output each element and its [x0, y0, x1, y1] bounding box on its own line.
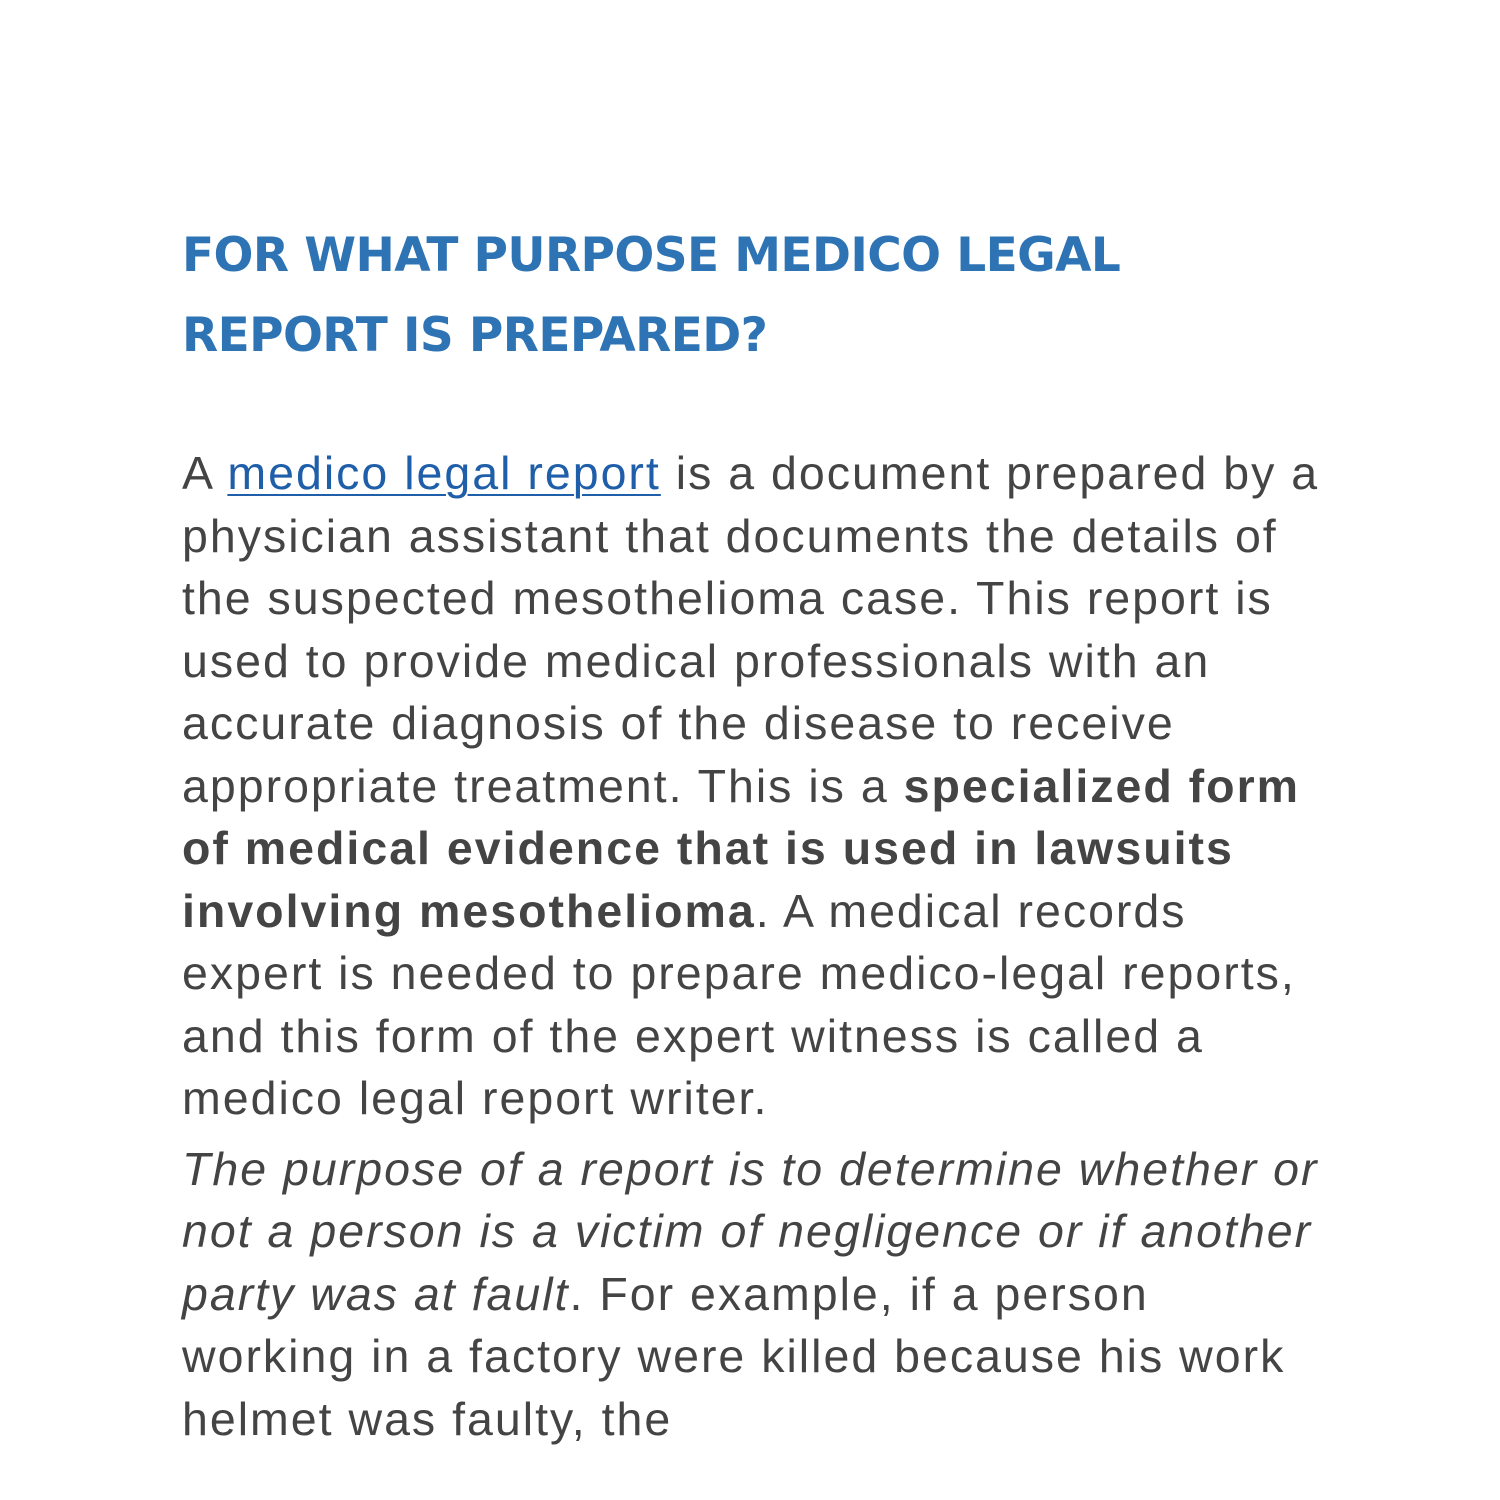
paragraph-1-prefix: A [182, 447, 228, 499]
document-content [182, 216, 1332, 1450]
paragraph-1-text-a: is a document prepared by a physician assistant that documents the details of the suspected mesothelioma case. This report is used to provide medical professionals with an accurate diagnosis of the disease to receive appropriate treatment. This is a [182, 447, 1320, 812]
paragraph-1-text-b: . A medical records expert is needed to prepare medico-legal reports, and this form of the expert witness is called a medico legal report writer. [182, 884, 1296, 1124]
paragraph-1-bold-text: specialized form of medical evidence that is used in lawsuits involving mesothelioma [182, 759, 1301, 937]
body-paragraph-1 [182, 442, 1332, 1130]
paragraph-2-text: . For example, if a person working in a factory were killed because his work helmet was faulty, the [182, 1267, 1286, 1445]
paragraph-2-italic-text: The purpose of a report is to determine whether or not a person is a victim of negligence or if another party was at fault [182, 1142, 1319, 1320]
page-title: FOR WHAT PURPOSE MEDICO LEGAL REPORT IS PREPARED? [182, 228, 1121, 363]
medico-legal-report-link[interactable]: medico legal report [227, 447, 661, 499]
body-paragraph-2 [182, 1138, 1332, 1451]
